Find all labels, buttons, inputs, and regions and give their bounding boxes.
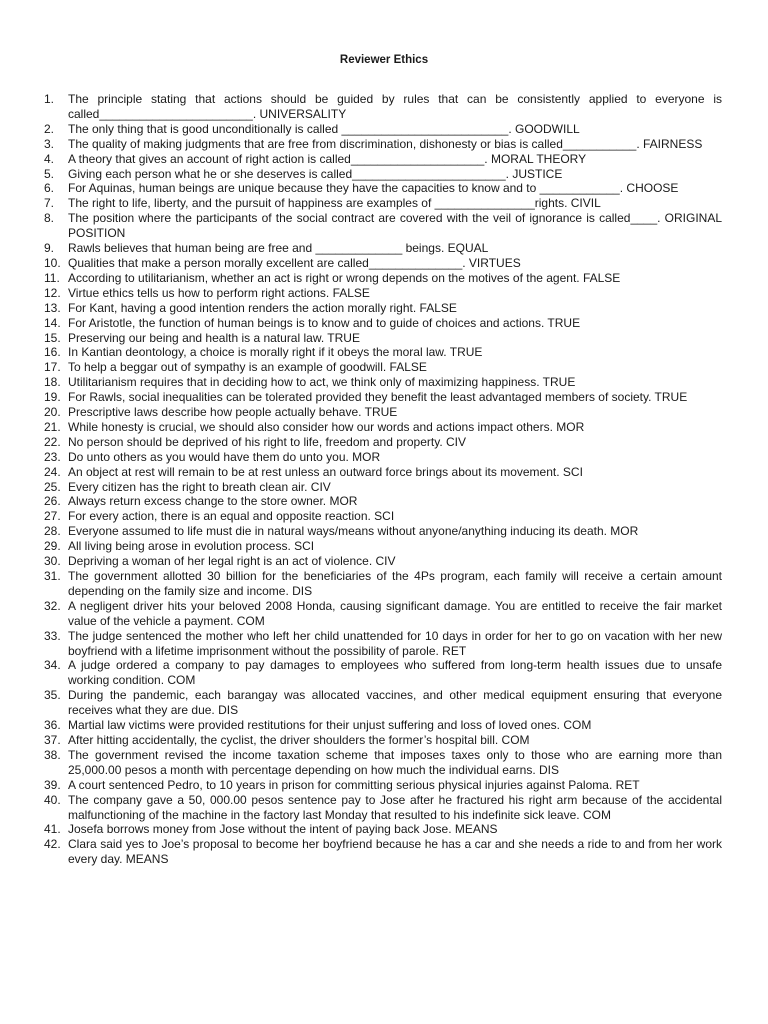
list-item	[44, 271, 722, 286]
item-number: 28.	[44, 524, 61, 539]
item-text: Everyone assumed to life must die in natural ways/means without anyone/anything inducing its death. MOR	[68, 524, 639, 539]
list-item	[44, 569, 722, 599]
item-text: For Aquinas, human beings are unique because they have the capacities to know and to ____________. CHOOSE	[68, 181, 679, 196]
item-text: The quality of making judgments that are free from discrimination, dishonesty or bias is called___________. FAIRNESS	[68, 136, 703, 151]
list-item	[44, 688, 722, 718]
item-number: 39.	[44, 777, 61, 792]
list-item	[44, 92, 722, 122]
item-number: 6.	[44, 181, 55, 196]
item-text: While honesty is crucial, we should also consider how our words and actions impact others. MOR	[68, 419, 585, 434]
item-number: 5.	[44, 166, 55, 181]
item-text: All living being arose in evolution process. SCI	[68, 539, 315, 554]
item-text: The only thing that is good unconditionally is called _________________________. GOODWILL	[68, 121, 580, 136]
item-text: A negligent driver hits your beloved 2008 Honda, causing significant damage. You are entitled to receive the fair market value of the vehicle a payment. COM	[68, 598, 722, 628]
item-text: Qualities that make a person morally excellent are called______________. VIRTUES	[68, 255, 521, 270]
list-item	[44, 345, 722, 360]
item-text: Martial law victims were provided restitutions for their unjust suffering and loss of loved ones. COM	[68, 718, 592, 733]
list-item	[44, 778, 722, 793]
item-number: 40.	[44, 792, 61, 807]
item-text: Virtue ethics tells us how to perform right actions. FALSE	[68, 285, 370, 300]
list-item	[44, 331, 722, 346]
item-text: A court sentenced Pedro, to 10 years in prison for committing serious physical injuries against Paloma. RET	[68, 777, 640, 792]
item-text: Do unto others as you would have them do unto you. MOR	[68, 449, 381, 464]
list-item	[44, 480, 722, 495]
item-text: The principle stating that actions should be guided by rules that can be consistently applied to everyone is called_______________________. UNIVERSALITY	[68, 92, 722, 121]
list-item	[44, 211, 722, 241]
item-number: 21.	[44, 419, 61, 434]
list-item	[44, 286, 722, 301]
list-item	[44, 450, 722, 465]
item-text: Every citizen has the right to breath clean air. CIV	[68, 479, 331, 494]
list-item	[44, 137, 722, 152]
document-title: Reviewer Ethics	[339, 54, 429, 66]
list-item	[44, 658, 722, 688]
item-number: 19.	[44, 390, 61, 405]
list-item	[44, 435, 722, 450]
item-text: The government allotted 30 billion for the beneficiaries of the 4Ps program, each family will receive a certain amount depending on the family size and income. DIS	[68, 569, 722, 598]
list-item	[44, 360, 722, 375]
item-number: 16.	[44, 345, 61, 360]
list-item	[44, 524, 722, 539]
list-item	[44, 390, 722, 405]
item-text: For Rawls, social inequalities can be tolerated provided they benefit the least advantaged members of society. TRUE	[68, 390, 688, 405]
item-text: Giving each person what he or she deserves is called_______________________. JUSTICE	[68, 166, 563, 181]
item-text: Rawls believes that human being are free and _____________ beings. EQUAL	[68, 241, 489, 256]
item-text: The position where the participants of the social contract are covered with the veil of ignorance is called____. ORIGINAL POSITION	[68, 211, 722, 241]
item-number: 10.	[44, 255, 61, 270]
list-item	[44, 629, 722, 659]
item-text: The judge sentenced the mother who left her child unattended for 10 days in order for her to go on vacation with her new boyfriend with a lifetime imprisonment without the possibility of parole. RET	[68, 628, 722, 658]
item-text: A judge ordered a company to pay damages to employees who suffered from long-term health issues due to unsafe working condition. COM	[68, 658, 722, 688]
item-text: A theory that gives an account of right action is called____________________. MORAL THEORY	[68, 151, 587, 166]
item-number: 2.	[44, 121, 55, 136]
item-text: During the pandemic, each barangay was allocated vaccines, and other medical equipment ensuring that everyone receives what they are due. DIS	[68, 688, 722, 718]
item-number: 3.	[44, 136, 55, 151]
item-number: 26.	[44, 494, 61, 509]
item-number: 35.	[44, 688, 61, 703]
item-number: 41.	[44, 822, 61, 837]
item-text: For Aristotle, the function of human beings is to know and to guide of choices and actions. TRUE	[68, 315, 581, 330]
item-text: No person should be deprived of his right to life, freedom and property. CIV	[68, 434, 466, 449]
list-item	[44, 167, 722, 182]
list-item	[44, 822, 722, 837]
list-item	[44, 718, 722, 733]
item-text: The government revised the income taxation scheme that imposes taxes only to those who are earning more than 25,000.00 pesos a month with percentage depending on how much the individual earns. DIS	[68, 747, 722, 777]
list-item	[44, 748, 722, 778]
list-item	[44, 152, 722, 167]
item-text: After hitting accidentally, the cyclist, the driver shoulders the former’s hospital bill. COM	[68, 732, 530, 747]
item-text: The company gave a 50, 000.00 pesos sentence pay to Jose after he fractured his right arm because of the accidental malfunctioning of the machine in the factory last Monday that resulted to his indefinite sick leave. COM	[68, 792, 722, 822]
list-item	[44, 733, 722, 748]
item-number: 4.	[44, 151, 55, 166]
item-number: 32.	[44, 598, 61, 613]
list-item	[44, 539, 722, 554]
item-number: 7.	[44, 196, 55, 211]
item-text: Prescriptive laws describe how people actually behave. TRUE	[68, 405, 398, 420]
item-number: 34.	[44, 658, 61, 673]
item-number: 11.	[44, 270, 60, 285]
item-text: An object at rest will remain to be at rest unless an outward force brings about its movement. SCI	[68, 464, 583, 479]
item-number: 23.	[44, 449, 61, 464]
item-number: 30.	[44, 554, 61, 569]
item-number: 31.	[44, 569, 61, 583]
item-number: 33.	[44, 628, 61, 643]
item-number: 13.	[44, 300, 61, 315]
item-number: 37.	[44, 732, 61, 747]
list-item	[44, 122, 722, 137]
list-item	[44, 375, 722, 390]
item-number: 20.	[44, 405, 61, 420]
item-number: 38.	[44, 747, 61, 762]
item-number: 27.	[44, 509, 61, 524]
list-item	[44, 837, 722, 867]
item-number: 24.	[44, 464, 61, 479]
item-text: Always return excess change to the store owner. MOR	[68, 494, 358, 509]
list-item	[44, 465, 722, 480]
list-item	[44, 494, 722, 509]
list-item	[44, 509, 722, 524]
item-number: 29.	[44, 539, 61, 554]
item-number: 9.	[44, 241, 55, 256]
item-number: 1.	[44, 92, 55, 106]
item-text: For every action, there is an equal and opposite reaction. SCI	[68, 509, 395, 524]
item-text: According to utilitarianism, whether an act is right or wrong depends on the motives of the agent. FALSE	[68, 270, 621, 285]
item-number: 12.	[44, 285, 61, 300]
item-number: 18.	[44, 375, 61, 390]
item-text: Preserving our being and health is a natural law. TRUE	[68, 330, 360, 345]
item-number: 15.	[44, 330, 61, 345]
item-text: Utilitarianism requires that in deciding how to act, we think only of maximizing happiness. TRUE	[68, 375, 576, 390]
list-item	[44, 599, 722, 629]
item-text: To help a beggar out of sympathy is an example of goodwill. FALSE	[68, 360, 427, 375]
reviewer-item-list	[44, 92, 722, 867]
list-item	[44, 316, 722, 331]
item-number: 25.	[44, 479, 61, 494]
list-item	[44, 554, 722, 569]
list-item	[44, 793, 722, 823]
list-item	[44, 241, 722, 256]
list-item	[44, 301, 722, 316]
item-text: Clara said yes to Joe’s proposal to become her boyfriend because he has a car and she needs a ride to and from her work every day. MEANS	[68, 837, 722, 867]
list-item	[44, 181, 722, 196]
list-item	[44, 405, 722, 420]
item-number: 36.	[44, 718, 61, 733]
item-number: 14.	[44, 315, 61, 330]
item-number: 22.	[44, 434, 61, 449]
item-text: In Kantian deontology, a choice is morally right if it obeys the moral law. TRUE	[68, 345, 483, 360]
list-item	[44, 420, 722, 435]
item-number: 42.	[44, 837, 61, 852]
item-text: Depriving a woman of her legal right is an act of violence. CIV	[68, 554, 396, 569]
item-number: 17.	[44, 360, 61, 375]
item-text: For Kant, having a good intention renders the action morally right. FALSE	[68, 300, 457, 315]
list-item	[44, 256, 722, 271]
list-item	[44, 196, 722, 211]
item-text: Josefa borrows money from Jose without the intent of paying back Jose. MEANS	[68, 822, 498, 837]
item-number: 8.	[44, 211, 55, 226]
item-text: The right to life, liberty, and the pursuit of happiness are examples of _______________rights. CIVIL	[68, 196, 601, 211]
